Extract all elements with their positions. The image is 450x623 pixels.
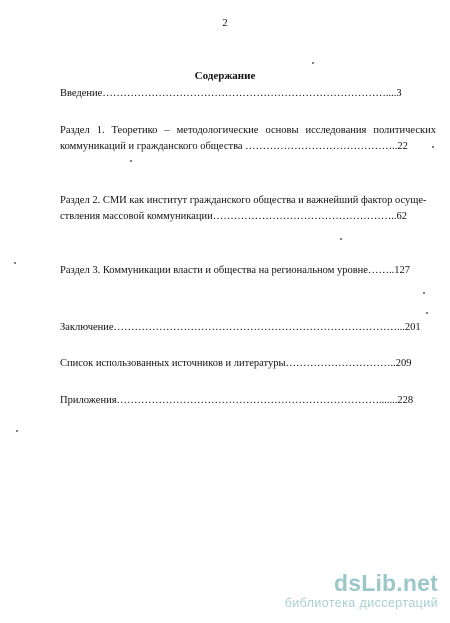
toc-entry-section-1-line1 bbox=[60, 123, 436, 139]
watermark-tagline: библиотека диссертаций bbox=[284, 596, 438, 610]
page-number: 2 bbox=[222, 18, 228, 29]
word: – bbox=[164, 125, 170, 136]
scan-speck bbox=[340, 238, 342, 240]
scan-speck bbox=[130, 160, 132, 162]
scan-speck bbox=[14, 262, 16, 264]
word: Раздел bbox=[60, 125, 90, 136]
watermark-logo: dsLib.net bbox=[333, 570, 438, 596]
toc-entry-bibliography: Список использованных источников и литературы…………………………..209 bbox=[60, 358, 412, 369]
scan-speck bbox=[16, 430, 18, 432]
watermark bbox=[285, 571, 438, 611]
word: основы bbox=[265, 125, 299, 136]
toc-entry-section-3: Раздел 3. Коммуникации власти и общества на региональном уровне……..127 bbox=[60, 265, 410, 276]
word: исследования bbox=[305, 125, 367, 136]
word: Теоретико bbox=[111, 125, 158, 136]
toc-entry-section-2 bbox=[60, 193, 440, 224]
scan-speck bbox=[426, 312, 428, 314]
toc-entry-appendices: Приложения………………………………………………………………….......228 bbox=[60, 395, 414, 406]
toc-entry-section-2-line2: ствления массовой коммуникации……………………………………………..62 bbox=[60, 210, 407, 222]
toc-entry-section-1 bbox=[60, 123, 440, 154]
word: 1. bbox=[96, 125, 105, 136]
toc-entry-introduction: Введение………………………………………………………………………....3 bbox=[60, 88, 402, 99]
toc-entry-section-2-line1: Раздел 2. СМИ как институт гражданского общества и важнейший фактор осуще- bbox=[60, 195, 427, 206]
scan-speck bbox=[312, 62, 314, 64]
toc-entry-conclusion: Заключение………………………………………………………………………...201 bbox=[60, 322, 421, 333]
toc-title: Содержание bbox=[194, 70, 256, 82]
word: методологические bbox=[176, 125, 259, 136]
toc-entry-section-1-line2: коммуникаций и гражданского общества ……………………………………..22 bbox=[60, 140, 408, 152]
scan-speck bbox=[432, 146, 434, 148]
scan-speck bbox=[423, 292, 425, 294]
word: политических bbox=[373, 125, 436, 136]
